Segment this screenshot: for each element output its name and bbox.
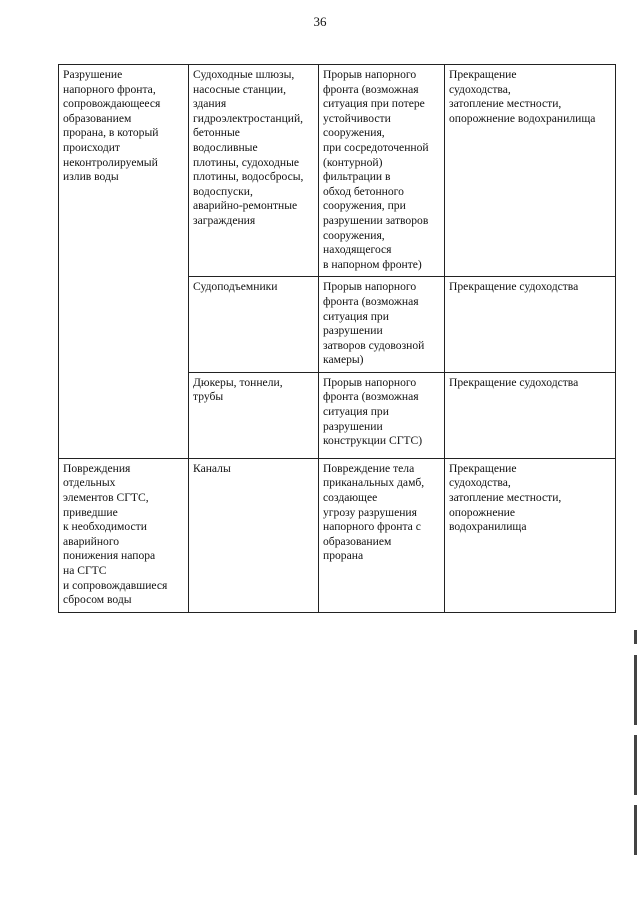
consequence-cell	[319, 277, 445, 373]
page-number: 36	[313, 14, 327, 29]
result-text: Прекращение судоходства	[449, 280, 579, 294]
scan-edge-mark	[634, 735, 637, 795]
result-cell	[445, 372, 616, 458]
result-text: Прекращение судоходства	[449, 375, 579, 389]
object-cell	[189, 277, 319, 373]
object-text: Каналы	[193, 461, 231, 475]
consequence-text: Прорыв напорного фронта (возможная ситуация при потере устойчивости сооружения, при сосредоточенной (контурной) фильтрации в обход бетонного сооружения, при разрушении затворов сооружения, находящегося в напорном фронте)	[323, 68, 429, 271]
cause-cell	[59, 458, 189, 612]
object-cell	[189, 372, 319, 458]
cause-text: Разрушение напорного фронта, сопровождающееся образованием прорана, в который происходит неконтролируемый излив воды	[63, 68, 161, 184]
table-row	[59, 65, 616, 277]
object-text: Судоходные шлюзы, насосные станции, здания гидроэлектростанций, бетонные водосливные плотины, судоходные плотины, водосбросы, водоспуски, аварийно-ремонтные заграждения	[193, 68, 304, 227]
object-text: Судоподъемники	[193, 280, 278, 294]
result-cell	[445, 277, 616, 373]
consequence-cell	[319, 372, 445, 458]
consequence-text: Повреждение тела приканальных дамб, создающее угрозу разрушения напорного фронта с образованием прорана	[323, 461, 425, 563]
accident-table	[58, 64, 616, 613]
consequence-cell	[319, 65, 445, 277]
object-cell	[189, 65, 319, 277]
consequence-cell	[319, 458, 445, 612]
result-text: Прекращение судоходства, затопление местности, опорожнение водохранилища	[449, 461, 562, 534]
result-text: Прекращение судоходства, затопление местности, опорожнение водохранилища	[449, 68, 596, 125]
table-row	[59, 458, 616, 612]
result-cell	[445, 65, 616, 277]
consequence-text: Прорыв напорного фронта (возможная ситуация при разрушении затворов судовозной камеры)	[323, 280, 425, 367]
result-cell	[445, 458, 616, 612]
cause-cell	[59, 65, 189, 459]
scan-edge-mark	[634, 805, 637, 855]
scan-edge-mark	[634, 630, 637, 644]
object-text: Дюкеры, тоннели, трубы	[193, 375, 283, 404]
cause-text: Повреждения отдельных элементов СГТС, приведшие к необходимости аварийного понижения напора на СГТС и сопровождавшиеся сбросом воды	[63, 461, 168, 607]
object-cell	[189, 458, 319, 612]
scan-edge-mark	[634, 655, 637, 725]
consequence-text: Прорыв напорного фронта (возможная ситуация при разрушении конструкции СГТС)	[323, 375, 423, 448]
